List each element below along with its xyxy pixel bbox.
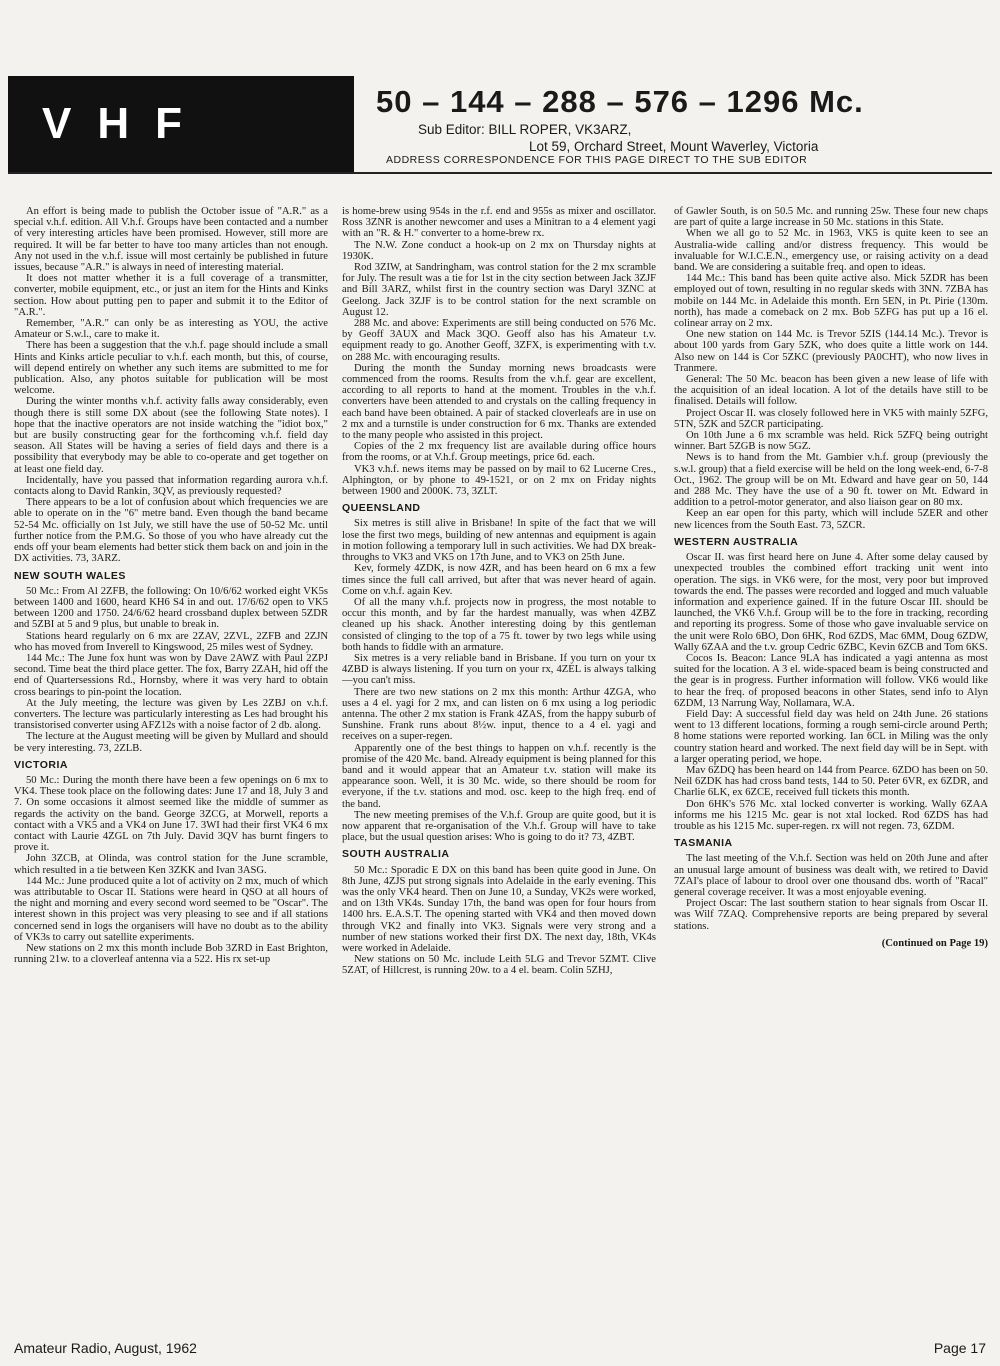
paragraph: Remember, "A.R." can only be as interesting as YOU, the active Amateur or S.w.l., care to make it.: [14, 318, 328, 341]
paragraph: John 3ZCB, at Olinda, was control station for the June scramble, which resulted in a tie between Ken 3ZKK and Ivan 3ASG.: [14, 853, 328, 876]
column-1: [14, 206, 328, 1326]
paragraph: There are two new stations on 2 mx this month: Arthur 4ZGA, who uses a 4 el. yagi for 2 mx, and can listen on 6 mx using a log periodic antenna. The other 2 mx station is Frank 4ZAS, from the happy suburb of Sunshine. Frank runs about 8½w. input, thence to a 4 el. yagi and receives on a super-regen.: [342, 686, 656, 743]
column-2: [342, 206, 656, 1326]
paragraph: News is to hand from the Mt. Gambier v.h.f. group (previously the s.w.l. group) that a field exercise will be held on the long week-end, 6-7-8 Oct., 1962. The group will be on Mt. Edward and have gear on 50, 144 and 288 Mc. They have the use of a 90 ft. tower on Mt. Edward in addition to a petrol-motor generator, and also liaison gear on 80 mx.: [674, 452, 988, 509]
paragraph: Of all the many v.h.f. projects now in progress, the most notable to occur this month, and by far the hardest manually, was when 4ZBZ cleaned up his shack. Another interesting doing by this gentleman consisted of clinging to the top of a 75 ft. tower by two legs while using both hands to fiddle with an armature.: [342, 596, 656, 653]
paragraph: Don 6HK's 576 Mc. xtal locked converter is working. Wally 6ZAA informs me his 1215 Mc. gear is not xtal locked. Rod 6ZDS has had trouble as his 1215 Mc. super-regen. rx will not regen. 73, 6ZDM.: [674, 798, 988, 832]
page-footer: [14, 1340, 986, 1356]
heading-queensland: QUEENSLAND: [342, 502, 421, 515]
paragraph: It does not matter whether it is a full coverage of a transmitter, converter, mobile equipment, etc., or just an item for the Hints and Kinks section. How about putting pen to paper and submit it to the Editor of "A.R.".: [14, 273, 328, 318]
paragraph: 144 Mc.: June produced quite a lot of activity on 2 mx, much of which was attributable to Oscar II. Stations were heard in QSO at all hours of the night and morning and every second word seemed to be "Oscar". The interest shown in this project was very pleasing to see and if all stations concerned send in logs the organisers will have no doubt as to the ability of VK3s to carry out satellite experiments.: [14, 875, 328, 943]
paragraph: Kev, formely 4ZDK, is now 4ZR, and has been heard on 6 mx a few times since the full call arrived, but after that was never heard of again. Come on v.h.f. again Kev.: [342, 563, 656, 597]
sub-editor-address: Lot 59, Orchard Street, Mount Waverley, Victoria: [529, 139, 819, 154]
paragraph: Oscar II. was first heard here on June 4. After some delay caused by unexpected troubles the combined effort tracking unit went into operation. The sigs. in VK6 were, for the most, very poor but improved towards the end. The passes were recorded and logged and much valuable information and experience gained. If in the future Oscar III. should be launched, the VK6 V.h.f. Group will be to the fore in tracking, recording and reporting its progress. Some of those who gave invaluable service on the unit were Rolo 6BO, Don 6HK, Rod 6ZDS, Mac 6MM, Doug 6ZDW, Wally 6ZAA and the t.v. group Cedric 6ZBC, Kevin 6ZCB and Tom 6KS.: [674, 552, 988, 653]
paragraph: 144 Mc.: The June fox hunt was won by Dave 2AWZ with Paul 2ZPJ second. Time beat the third place getter. The fox, Barry 2ZAH, hid off the end of Quartersessions Rd., Hornsby, where it was very hard to obtain cross bearings to pin-point the location.: [14, 652, 328, 698]
paragraph: During the winter months v.h.f. activity falls away considerably, even though there is still some DX about (see the following State notes). I hope that the inactive operators are not inside watching the "idiot box," but are busily constructing gear for the forthcoming v.h.f. field day season. All States will be having a series of field days and there is a possibility that everybody may be able to co-operate and get together on at least one field day.: [14, 396, 328, 475]
page-number: Page 17: [933, 1340, 986, 1356]
paragraph: Stations heard regularly on 6 mx are 2ZAV, 2ZVL, 2ZFB and 2ZJN who has moved from Inverell to Kingswood, 25 miles west of Sydney.: [14, 630, 328, 653]
heading-south-australia: SOUTH AUSTRALIA: [342, 848, 450, 861]
paragraph: During the month the Sunday morning news broadcasts were commenced from the rooms. Results from the v.h.f. gear are excellent, according to all reports to hand at the moment. Troubles in the v.h.f. converters have been attended to and crystals on the calling frequency in each band have been obtained. A pair of stacked cloverleafs are in use on 2 mx and a turnstile is under construction for 6 mx. Thanks are extended to the many people who assisted in this project.: [342, 362, 656, 442]
paragraph: Six metres is a very reliable band in Brisbane. If you turn on your tx 4ZBD is always listening. If you turn on your rx, 4ZEL is always talking—you can't miss.: [342, 652, 656, 687]
paragraph: Rod 3ZIW, at Sandringham, was control station for the 2 mx scramble for July. The result was a tie for 1st in the city section between Jack 3ZJF and Bill 3ARZ, whilst first in the country section was Daryl 3ZNC at Geelong. Jack 3ZJF is to be control station for the next scramble on August 12.: [342, 262, 656, 318]
paragraph: is home-brew using 954s in the r.f. end and 955s as mixer and oscillator. Ross 3ZNR is another newcomer and uses a Minitran to a 4 element yagi with an "R. & H." converter to a home-brew rx.: [342, 206, 656, 240]
paragraph: Cocos Is. Beacon: Lance 9LA has indicated a yagi antenna as most suited for the location. A 3 el. wide-spaced beam is being constructed and the gear is in progress. Further information will follow. VK6 would like to hear the freq. of proposed beacons in other States, send info to Alyn 6ZDM, 13 Narrung Way, Nollamara, W.A.: [674, 652, 988, 709]
paragraph: Copies of the 2 mx frequency list are available during office hours from the rooms, or at V.h.f. Group meetings, price 6d. each.: [342, 441, 656, 464]
paragraph: General: The 50 Mc. beacon has been given a new lease of life with the acquisition of an ideal location. A lot of the details have still to be finalised. Details will follow.: [674, 374, 988, 408]
sub-editor-name: Sub Editor: BILL ROPER, VK3ARZ,: [418, 122, 632, 137]
paragraph: There has been a suggestion that the v.h.f. page should include a small Hints and Kinks article peculiar to v.h.f. each month, but this, of course, will depend entirely on whether any such items are submitted to me for publication. Also, any photos suitable for publication will be most welcome.: [14, 340, 328, 397]
paragraph: When we all go to 52 Mc. in 1963, VK5 is quite keen to see an Australia-wide calling and/or distress frequency. This would be invaluable for W.I.C.E.N., emergency use, or raising activity on a dead band. We are considering a suitable freq. and open to ideas.: [674, 228, 988, 274]
paragraph: The new meeting premises of the V.h.f. Group are quite good, but it is now apparent that re-organisation of the V.h.f. Group will have to take place, but the usual question arises: Who is going to do it? 73, 4ZBT.: [342, 809, 656, 844]
paragraph: 144 Mc.: This band has been quite active also. Mick 5ZDR has been employed out of town, resulting in no regular skeds with 3NN. 7ZBA has mobile on 144 Mc. in Adelaide this month. Ern 5EN, in Pt. Pirie (130m. north), has made a comeback on 2 mx. Bob 5ZFG has put up a 16 el. colinear array on 2 mx.: [674, 273, 988, 330]
paragraph: Project Oscar II. was closely followed here in VK5 with mainly 5ZFG, 5TN, 5ZK and 5ZCR participating.: [674, 407, 988, 430]
section-title-box: [8, 76, 354, 172]
paragraph: The last meeting of the V.h.f. Section was held on 20th June and after an unusual large amount of business was dealt with, we retired to David 7ZAI's place of labour to drool over one thousand dbs. worth of "Racal" general coverage receiver. It was a most enjoyable evening.: [674, 853, 988, 898]
band-list: 50 – 144 – 288 – 576 – 1296 Mc.: [376, 84, 864, 119]
continued-note: (Continued on Page 19): [881, 937, 988, 949]
paragraph: Mav 6ZDQ has been heard on 144 from Pearce. 6ZDO has been on 50. Neil 6ZDK has had cross band tests, 144 to 50. Peter 6VR, ex 6ZDR, and Charlie 6LK, ex 6ZCE, received full tickets this month.: [674, 764, 988, 799]
paragraph: At the July meeting, the lecture was given by Les 2ZBJ on v.h.f. converters. The lecture was particularly interesting as Les had brought his transistorised converter using AFZ12s with a noise factor of 2 db. along.: [14, 697, 328, 732]
paragraph: The lecture at the August meeting will be given by Mullard and should be very interesting. 73, 2ZLB.: [14, 731, 328, 754]
paragraph: Field Day: A successful field day was held on 24th June. 26 stations went to 13 different locations, forming a rough semi-circle around Perth; 8 home stations were reported working. Ian 6CL in Miling was the only country station heard and worked. The next field day will be in Sept. with a larger operating period, we hope.: [674, 708, 988, 765]
paragraph: Apparently one of the best things to happen on v.h.f. recently is the promise of the 420 Mc. band. Already equipment is being planned for this band and it would appear that an Amateur t.v. station will make its appearance soon. Well, it is 30 Mc. wide, so there should be room for everyone, if the t.v. stations and mod. osc. keep to the high freq. end of the band.: [342, 742, 656, 810]
paragraph: One new station on 144 Mc. is Trevor 5ZIS (144.14 Mc.). Trevor is about 100 yards from Gary 5ZK, who does quite a little work on 144. Also new on 144 is Cor 5ZKC (previously PA0CHT), who now lives in Tranmere.: [674, 329, 988, 374]
heading-western-australia: WESTERN AUSTRALIA: [674, 535, 799, 548]
paragraph: The N.W. Zone conduct a hook-up on 2 mx on Thursday nights at 1930K.: [342, 239, 656, 262]
paragraph: New stations on 2 mx this month include Bob 3ZRD in East Brighton, running 21w. to a cloverleaf antenna via a 522. His rx set-up: [14, 943, 328, 966]
paragraph: 50 Mc.: From Al 2ZFB, the following: On 10/6/62 worked eight VK5s between 1400 and 1600, heard KH6 S4 in and out. 17/6/62 open to VK5 between 1200 and 1750. 24/6/62 heard crossband duplex between 5ZDR and 5ZBI at 5 and 9 plus, but unable to break in.: [14, 585, 328, 631]
article-body: [14, 206, 986, 1326]
heading-tasmania: TASMANIA: [674, 837, 733, 850]
heading-new-south-wales: NEW SOUTH WALES: [14, 569, 126, 582]
section-header: [8, 76, 992, 174]
column-3: [674, 206, 988, 1326]
section-title: VHF: [42, 99, 208, 148]
paragraph: Six metres is still alive in Brisbane! In spite of the fact that we will lose the first two megs, building of new antennas and equipment is again in motion following a temporary lull in such activities. We had DX break-throughs to VK3 and VK5 on 17th June, and to VK3 on 25th June.: [342, 518, 656, 564]
paragraph: of Gawler South, is on 50.5 Mc. and running 25w. These four new chaps are part of quite a large increase in 50 Mc. stations in this State.: [674, 206, 988, 229]
paragraph: New stations on 50 Mc. include Leith 5LG and Trevor 5ZMT. Clive 5ZAT, of Hillcrest, is running 20w. to a 4 el. beam. Colin 5ZHJ,: [342, 954, 656, 977]
paragraph: VK3 v.h.f. news items may be passed on by mail to 62 Lucerne Cres., Alphington, or by phone to 49-1521, or on 2 mx on Friday nights between 1900 and 2000K. 73, 3ZLT.: [342, 463, 656, 498]
publication-info: Amateur Radio, August, 1962: [14, 1340, 197, 1356]
paragraph: Keep an ear open for this party, which will include 5ZER and other new licences from the South East. 73, 5ZCR.: [674, 508, 988, 531]
paragraph: 50 Mc.: During the month there have been a few openings on 6 mx to VK4. These took place on the following dates: June 17 and 18, July 3 and 7. On some occasions it almost seemed like the middle of summer as regards the activity on the band. George 3ZCG, at Morwell, reports a contact with a VK5 and a VK4 on June 17. 3WI had their first VK4 6 mx contact with Laurie 4ZGL on 7th July. David 3QV has burnt fingers to prove it.: [14, 774, 328, 854]
paragraph: There appears to be a lot of confusion about which frequencies we are able to operate on in the "6" metre band. Even though the band became 52-54 Mc. officially on 1st July, we still have the use of 50-52 Mc. until further notice from the P.M.G. So those of you who have already cut the ends off your beam elements had better stick them back on and join in the DX activities. 73, 3ARZ.: [14, 497, 328, 565]
paragraph: An effort is being made to publish the October issue of "A.R." as a special v.h.f. edition. All V.h.f. Groups have been contacted and a number of very interesting articles have been promised. However, still more are required. It will be far better to have too many articles than not enough. Any not used in the v.h.f. issue will most certainly be published in future issues, because "A.R." is always in need of interesting material.: [14, 206, 328, 274]
paragraph: 288 Mc. and above: Experiments are still being conducted on 576 Mc. by Geoff 3AUX and Mack 3QO. Geoff also has his Amateur t.v. equipment ready to go. Another Geoff, 3ZFX, is experimenting with t.v. on 288 Mc. with encouraging results.: [342, 318, 656, 363]
heading-victoria: VICTORIA: [14, 758, 68, 771]
paragraph: Incidentally, have you passed that information regarding aurora v.h.f. contacts along to David Rankin, 3QV, as previously requested?: [14, 474, 328, 498]
paragraph: Project Oscar: The last southern station to hear signals from Oscar II. was Wilf 7ZAQ. Comprehensive reports are being prepared by several stations.: [674, 898, 988, 932]
paragraph: 50 Mc.: Sporadic E DX on this band has been quite good in June. On 8th June, 4ZJS put strong signals into Adelaide in the early evening. This was the only VK4 heard. Then on June 10, a Sunday, VK2s were worked, and on 13th VK4s. Sunday 17th, the band was open for four hours from 1400 hrs. E.A.S.T. The opening started with VK4 and then moved down through VK2 and finally into VK3. Signals were very strong and a number of new stations worked their first DX. The next day, 18th, VK4s were worked in Adelaide.: [342, 864, 656, 954]
correspondence-note: ADDRESS CORRESPONDENCE FOR THIS PAGE DIRECT TO THE SUB EDITOR: [386, 154, 808, 166]
paragraph: On 10th June a 6 mx scramble was held. Rick 5ZFQ being outright winner. Bart 5ZGB is now 5GZ.: [674, 430, 988, 453]
sub-editor-block: [418, 121, 818, 155]
